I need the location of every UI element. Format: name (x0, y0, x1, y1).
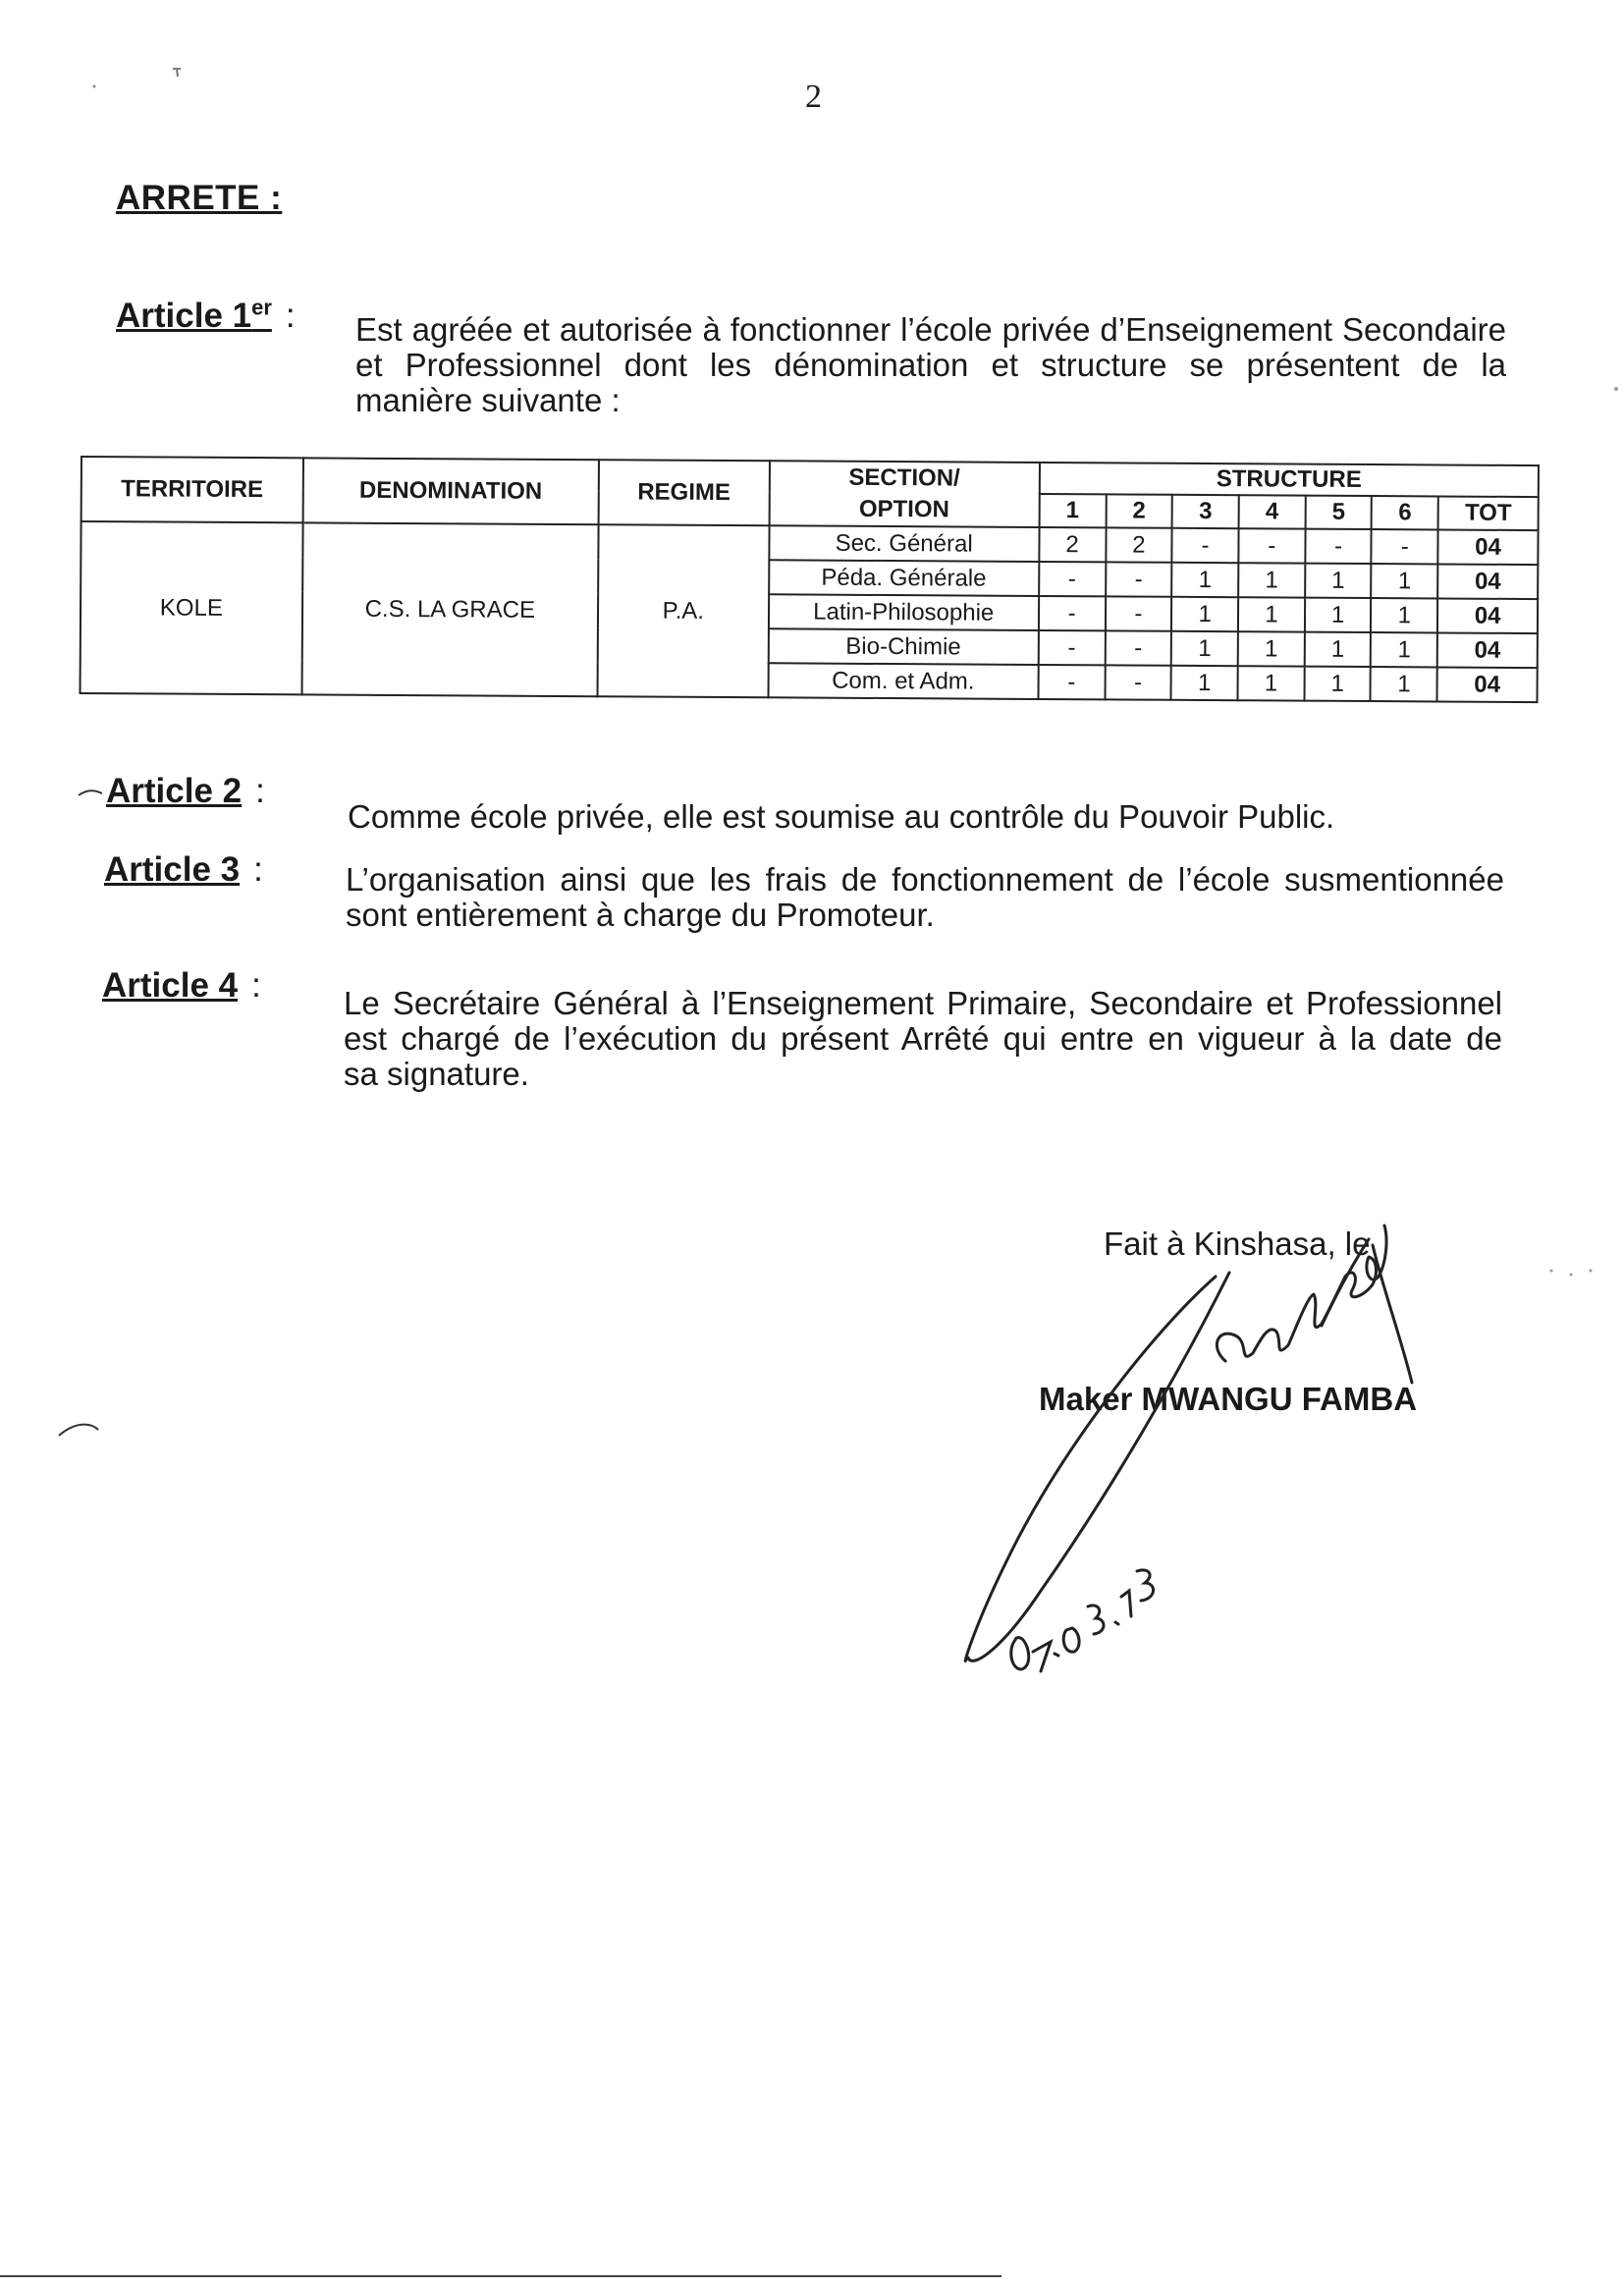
cell-value: - (1039, 596, 1106, 630)
cell-denomination: C.S. LA GRACE (301, 522, 598, 696)
cell-total: 04 (1437, 564, 1538, 599)
header-level: 4 (1239, 495, 1306, 528)
article-1-title: Article 1er (116, 295, 272, 335)
cell-value: 1 (1371, 667, 1437, 701)
cell-value: 1 (1372, 564, 1438, 598)
cell-total: 04 (1437, 632, 1538, 668)
article-3-label: Article 3 : (104, 850, 263, 889)
article-1-line: Est agréée et autorisée à fonctionner l’école privée d’Enseignement Secondaire (355, 311, 1506, 348)
scan-mark (79, 790, 102, 795)
cell-value: - (1372, 529, 1438, 564)
cell-value: 1 (1171, 666, 1238, 700)
cell-value: - (1172, 528, 1239, 563)
header-section-option: SECTION/ OPTION (769, 461, 1040, 527)
cell-value: 2 (1106, 527, 1172, 562)
header-structure: STRUCTURE (1040, 463, 1539, 497)
cell-value: 1 (1171, 597, 1238, 631)
cell-value: 1 (1305, 564, 1372, 598)
cell-value: 1 (1238, 666, 1305, 700)
article-2-label: Article 2 : (106, 772, 265, 810)
cell-value: - (1106, 562, 1172, 596)
article-4-line: sa signature. (344, 1056, 529, 1092)
cell-total: 04 (1437, 667, 1538, 702)
cell-section: Sec. Général (769, 525, 1039, 562)
cell-section: Latin-Philosophie (769, 594, 1039, 630)
scan-mark (59, 1425, 98, 1436)
cell-total: 04 (1438, 529, 1539, 565)
cell-value: - (1038, 665, 1105, 699)
article-4-line: Le Secrétaire Général à l’Enseignement Primaire, Secondaire et Professionnel (344, 985, 1502, 1021)
cell-value: 1 (1304, 632, 1371, 667)
cell-value: 2 (1039, 527, 1106, 562)
cell-total: 04 (1437, 598, 1538, 633)
header-total: TOT (1438, 496, 1539, 530)
cell-section: Bio-Chimie (768, 628, 1038, 665)
article-4-line: est chargé de l’exécution du présent Arrêté qui entre en vigueur à la date de (344, 1020, 1502, 1057)
article-2-line: Comme école privée, elle est soumise au contrôle du Pouvoir Public. (348, 798, 1335, 835)
article-4-label: Article 4 : (102, 966, 261, 1005)
article-1-line: manière suivante : (355, 382, 621, 418)
cell-value: - (1039, 630, 1106, 665)
cell-section: Com. et Adm. (768, 663, 1038, 699)
cell-territoire: KOLE (81, 521, 303, 694)
cell-value: 1 (1371, 632, 1437, 667)
cell-value: - (1305, 529, 1372, 564)
cell-value: 1 (1238, 563, 1305, 597)
cell-regime: P.A. (598, 524, 770, 697)
cell-value: - (1105, 630, 1171, 665)
page-number: 2 (805, 79, 822, 115)
cell-value: 1 (1171, 631, 1238, 666)
cell-value: 1 (1238, 597, 1305, 631)
decree-heading: ARRETE : (116, 179, 283, 217)
cell-value: - (1105, 665, 1171, 699)
header-regime: REGIME (599, 460, 770, 525)
cell-value: 1 (1371, 598, 1437, 632)
header-denomination: DENOMINATION (302, 458, 599, 524)
cell-value: 1 (1171, 563, 1238, 597)
header-level: 5 (1305, 496, 1372, 529)
cell-value: 1 (1305, 598, 1372, 632)
cell-value: - (1105, 596, 1171, 630)
header-territoire: TERRITOIRE (81, 457, 303, 522)
header-level: 2 (1106, 494, 1172, 527)
cell-value: 1 (1238, 631, 1305, 666)
signer-name: Maker MWANGU FAMBA (1039, 1381, 1418, 1417)
cell-value: - (1238, 528, 1305, 563)
cell-value: 1 (1304, 667, 1371, 701)
signoff-place-date: Fait à Kinshasa, le (1104, 1225, 1371, 1262)
article-1-label: Article 1er : (116, 295, 296, 335)
header-level: 3 (1172, 495, 1239, 528)
article-3-line: L’organisation ainsi que les frais de fonctionnement de l’école susmentionnée (346, 861, 1504, 898)
cell-value: - (1039, 562, 1106, 596)
header-level: 1 (1039, 494, 1106, 527)
scan-mark (173, 69, 181, 77)
article-3-line: sont entièrement à charge du Promoteur. (346, 897, 935, 933)
cell-section: Péda. Générale (769, 560, 1039, 596)
article-1-line: et Professionnel dont les dénomination et structure se présentent de la (355, 347, 1506, 383)
header-level: 6 (1372, 496, 1438, 529)
